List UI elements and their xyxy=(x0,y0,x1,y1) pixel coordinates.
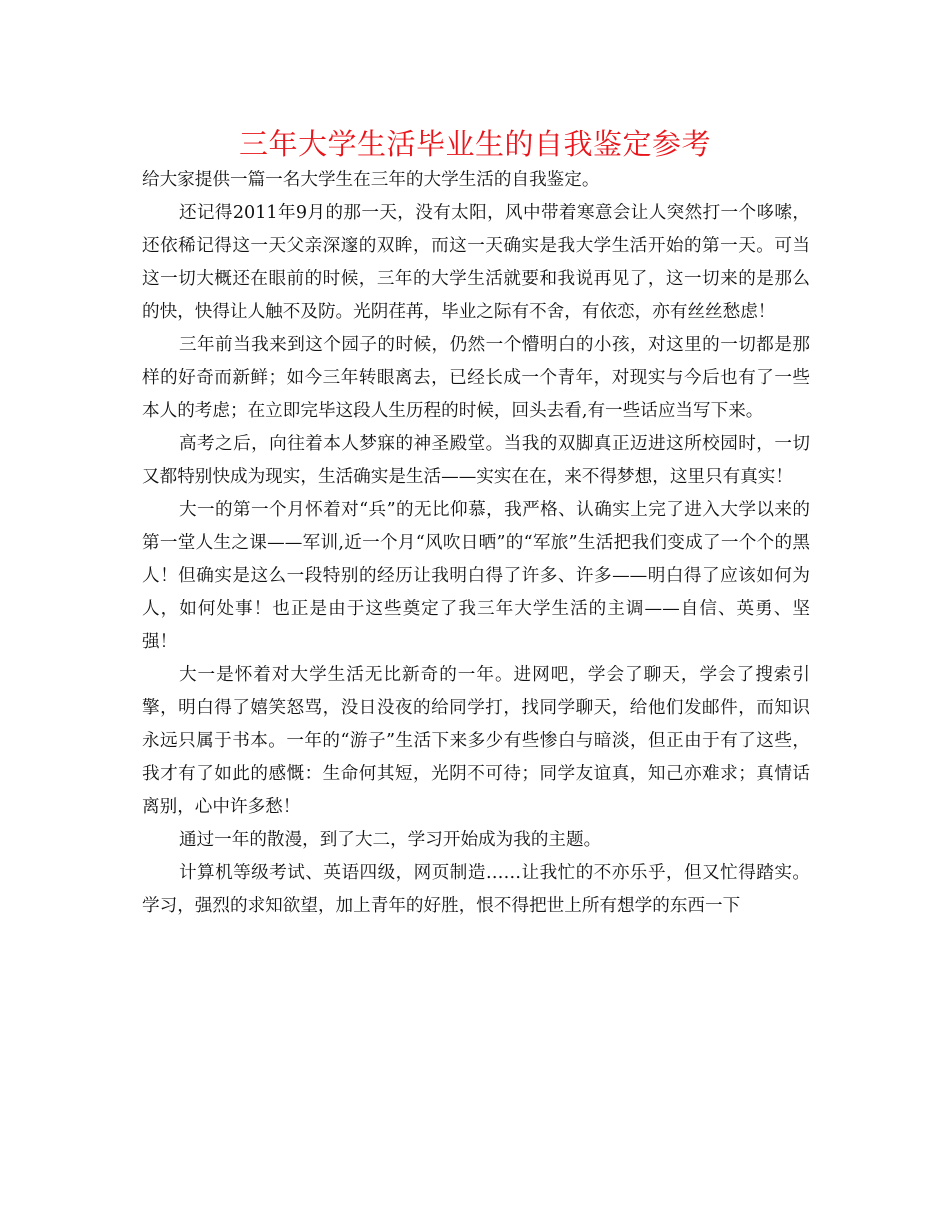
body-paragraph: 高考之后，向往着本人梦寐的神圣殿堂。当我的双脚真正迈进这所校园时，一切又都特别快成为现实，生活确实是生活——实实在在，来不得梦想，这里只有真实！ xyxy=(142,434,810,487)
body-paragraph: 大一的第一个月怀着对“兵”的无比仰慕，我严格、认确实上完了进入大学以来的第一堂人生之课——军训,近一个月“风吹日晒”的“军旅”生活把我们变成了一个个的黑人！但确实是这么一段特别的经历让我明白得了许多、许多——明白得了应该如何为人，如何处事！也正是由于这些奠定了我三年大学生活的主调——自信、英勇、坚强！ xyxy=(142,500,810,652)
body-paragraph: 还记得2011年9月的那一天，没有太阳，风中带着寒意会让人突然打一个哆嗦，还依稀记得这一天父亲深邃的双眸，而这一天确实是我大学生活开始的第一天。可当这一切大概还在眼前的时候，三年的大学生活就要和我说再见了，这一切来的是那么的快，快得让人触不及防。光阴荏苒，毕业之际有不舍，有依恋，亦有丝丝愁虑！ xyxy=(142,203,810,322)
intro-paragraph: 给大家提供一篇一名大学生在三年的大学生活的自我鉴定。 xyxy=(142,170,600,190)
document-body xyxy=(142,164,810,923)
body-paragraph: 通过一年的散漫，到了大二，学习开始成为我的主题。 xyxy=(178,830,602,850)
body-paragraph: 计算机等级考试、英语四级，网页制造……让我忙的不亦乐乎，但又忙得踏实。学习，强烈的求知欲望，加上青年的好胜，恨不得把世上所有想学的东西一下 xyxy=(142,863,810,916)
body-paragraph: 大一是怀着对大学生活无比新奇的一年。进网吧，学会了聊天，学会了搜索引擎，明白得了嬉笑怒骂，没日没夜的给同学打，找同学聊天，给他们发邮件，而知识永远只属于书本。一年的“游子”生活下来多少有些惨白与暗淡，但正由于有了这些，我才有了如此的感慨：生命何其短，光阴不可待；同学友谊真，知己亦难求；真情话离别，心中许多愁！ xyxy=(142,665,810,817)
document-title: 三年大学生活毕业生的自我鉴定参考 xyxy=(238,127,711,161)
body-paragraph: 三年前当我来到这个园子的时候，仍然一个懵明白的小孩，对这里的一切都是那样的好奇而新鲜；如今三年转眼离去，已经长成一个青年，对现实与今后也有了一些本人的考虑；在立即完毕这段人生历程的时候，回头去看,有一些话应当写下来。 xyxy=(142,335,810,421)
